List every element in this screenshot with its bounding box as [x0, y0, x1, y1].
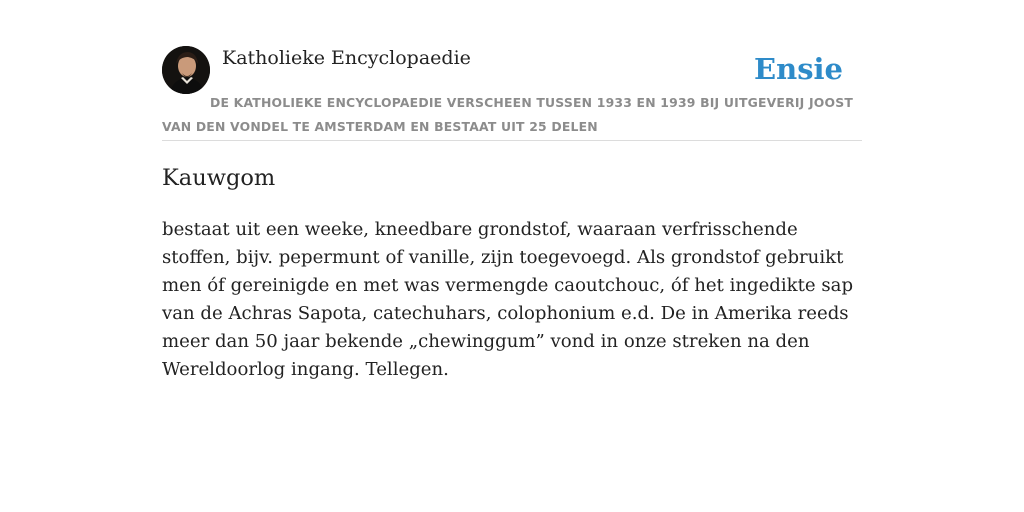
portrait-image [162, 46, 210, 94]
source-avatar[interactable] [162, 46, 210, 94]
article-body: bestaat uit een weeke, kneedbare grondstof, waaraan verfrisschende stoffen, bijv. pepermunt of vanille, zijn toegevoegd. Als grondstof gebruikt men óf gereinigde en met was vermengde caoutchouc, óf het ingedikte sap van de Achras Sapota, catechuhars, colophonium e.d. De in Amerika reeds meer dan 50 jaar bekende „chewinggum” vond in onze streken na den Wereldoorlog ingang. Tellegen. [162, 219, 854, 380]
article-title: Kauwgom [162, 165, 276, 191]
source-description: DE KATHOLIEKE ENCYCLOPAEDIE VERSCHEEN TUSSEN 1933 EN 1939 BIJ UITGEVERIJ JOOST VAN DEN VONDEL TE AMSTERDAM EN BESTAAT UIT 25 DELEN [162, 95, 854, 134]
source-header [162, 46, 862, 141]
source-title[interactable]: Katholieke Encyclopaedie [222, 47, 471, 69]
brand-logo[interactable]: Ensie [754, 52, 843, 86]
